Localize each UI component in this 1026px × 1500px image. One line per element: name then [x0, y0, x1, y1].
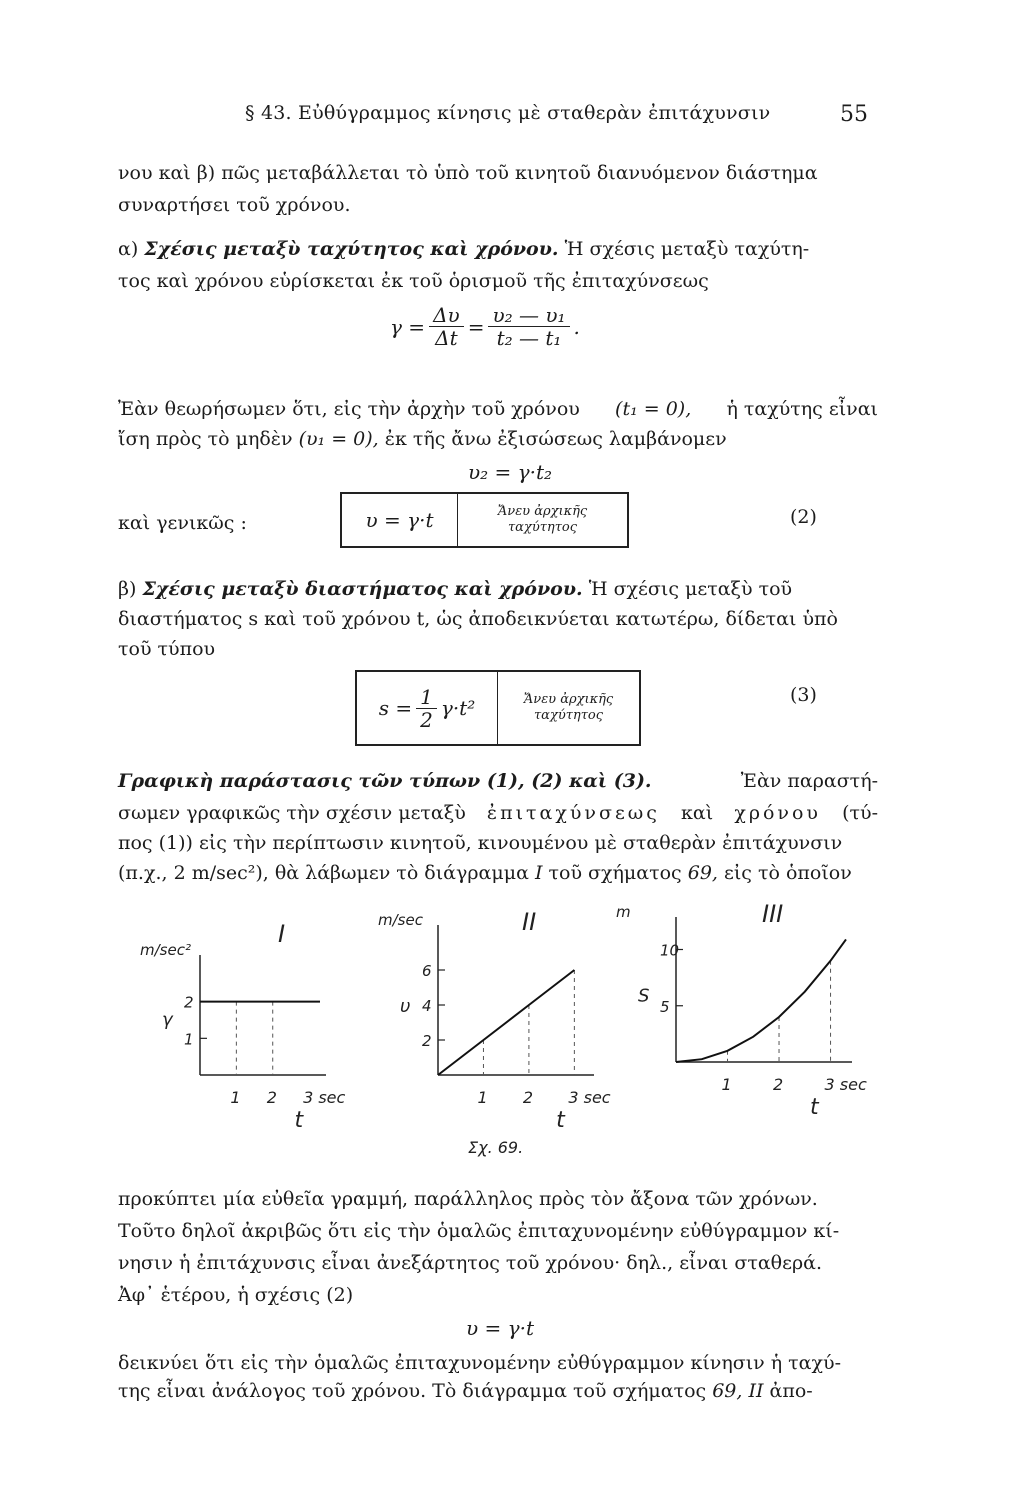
text-segment: (π.χ., 2 m/sec²), θὰ λάβωμεν τὸ διάγραμμα [118, 862, 529, 884]
formula-note [457, 494, 627, 546]
running-header: § 43. Εὐθύγραμμος κίνησις μὲ σταθερὰν ἐπιτάχυνσιν [245, 102, 771, 124]
condition-v1: (υ₁ = 0), [298, 428, 379, 450]
text-line: τος καὶ χρόνου εὑρίσκεται ἐκ τοῦ ὁρισμοῦ τῆς ἐπιταχύνσεως [118, 270, 709, 292]
equation-number-2: (2) [790, 506, 817, 528]
y-tick-label: 2 [422, 1032, 432, 1050]
text-segment: ἡ ταχύτης εἶναι [726, 398, 878, 420]
gamma-t-squared: γ·t² [440, 696, 476, 720]
x-tick-label: 1 [477, 1088, 488, 1107]
y-tick-label: 10 [660, 941, 680, 960]
text-line: συναρτήσει τοῦ χρόνου. [118, 194, 351, 216]
section-b-rest: Ἡ σχέσις μεταξὺ τοῦ [588, 578, 793, 600]
series-line [438, 970, 574, 1075]
text-line [118, 860, 878, 886]
text-line: προκύπτει μία εὐθεῖα γραμμή, παράλληλος πρὸς τὸν ἄξονα τῶν χρόνων. [118, 1188, 818, 1210]
x-variable-label: t [294, 1108, 304, 1133]
section-b-line [118, 576, 878, 602]
text-line [118, 426, 878, 452]
denominator: t₂ — t₁ [496, 326, 562, 350]
text-line [118, 396, 878, 422]
text-segment: τοῦ σχήματος [548, 862, 682, 884]
x-tick-label: 3 sec [824, 1075, 867, 1094]
x-variable-label: t [556, 1108, 565, 1133]
x-tick-label: 2 [266, 1088, 277, 1107]
numerator: υ₂ — υ₁ [488, 304, 569, 327]
text-line: νησιν ἡ ἐπιτάχυνσις εἶναι ἀνεξάρτητος τοῦ χρόνου· δηλ., εἶναι σταθερά. [118, 1252, 822, 1274]
section-a-line [118, 236, 878, 262]
y-tick-label: 4 [422, 997, 432, 1015]
note-line: Ἄνευ ἀρχικῆς [497, 504, 588, 519]
text-segment: εἰς τὸ ὁποῖον [724, 862, 852, 884]
y-tick-label: 6 [422, 962, 432, 980]
text-line: νου καὶ β) πῶς μεταβάλλεται τὸ ὑπὸ τοῦ κινητοῦ διανυόμενον διάστημα [118, 162, 818, 184]
denominator: Δt [435, 326, 458, 350]
text-line: Τοῦτο δηλοῖ ἀκριβῶς ὅτι εἰς τὴν ὁμαλῶς ἐπιταχυνομένην εὐθύγραμμον κί- [118, 1220, 840, 1242]
equation-v2: υ₂ = γ·t₂ [468, 460, 553, 484]
panel-label: II [522, 908, 537, 936]
graph-heading-line [118, 768, 878, 794]
formula-box-3 [355, 670, 641, 746]
figure-ref: 69, ΙΙ [712, 1380, 764, 1402]
y-tick-label: 2 [184, 993, 194, 1012]
panel-label: III [762, 900, 784, 928]
figure-69 [0, 890, 1026, 1160]
denominator: 2 [420, 707, 433, 732]
note-line: ταχύτητος [533, 708, 604, 723]
series-line [676, 939, 846, 1062]
y-variable-label: υ [400, 996, 411, 1017]
section-a-label: α) [118, 238, 139, 260]
spaced-word: χρόνου [734, 802, 821, 824]
spaced-word: ἐπιταχύνσεως [486, 802, 660, 824]
figure-plots [140, 900, 867, 1133]
text-line: πος (1)) εἰς τὴν περίπτωσιν κινητοῦ, κινουμένου μὲ σταθερὰν ἐπιτάχυνσιν [118, 832, 843, 854]
x-tick-label: 1 [230, 1088, 241, 1107]
text-segment: Ἐὰν θεωρήσωμεν ὅτι, εἰς τὴν ἀρχὴν τοῦ χρόνου [118, 398, 580, 420]
section-b-heading: Σχέσις μεταξὺ διαστήματος καὶ χρόνου. [142, 578, 583, 600]
note-line: Ἄνευ ἀρχικῆς [523, 692, 614, 707]
y-tick-label: 1 [184, 1030, 194, 1049]
x-tick-label: 2 [773, 1075, 784, 1094]
diagram-ref: I [534, 862, 543, 884]
s-lhs: s = [378, 696, 413, 720]
text-segment: της εἶναι ἀνάλογος τοῦ χρόνου. Τὸ διάγραμμα τοῦ σχήματος [118, 1380, 707, 1402]
text-line [118, 1378, 878, 1404]
y-tick-label: 5 [660, 997, 670, 1016]
x-tick-label: 3 sec [568, 1088, 611, 1107]
x-tick-label: 2 [522, 1088, 534, 1107]
numerator: 1 [416, 686, 437, 709]
figure-ref: 69, [687, 862, 718, 884]
numerator: Δυ [429, 304, 464, 327]
text-segment: Ἐὰν παραστή- [740, 770, 878, 792]
x-variable-label: t [809, 1095, 819, 1120]
text-segment: ἐκ τῆς ἄνω ἐξισώσεως λαμβάνομεν [384, 428, 727, 450]
section-a-rest: Ἡ σχέσις μεταξὺ ταχύτη- [564, 238, 810, 260]
fraction-half [416, 686, 437, 731]
general-label: καὶ γενικῶς : [118, 512, 247, 534]
y-unit-label: m/sec² [140, 941, 191, 959]
x-tick-label: 3 sec [303, 1088, 346, 1107]
section-b-label: β) [118, 578, 137, 600]
figure-caption: Σχ. 69. [468, 1138, 524, 1157]
panel-label: I [278, 920, 286, 948]
y-variable-label: γ [162, 1009, 173, 1031]
note-line: ταχύτητος [507, 520, 578, 535]
y-unit-label: m [616, 903, 631, 921]
text-line: τοῦ τύπου [118, 638, 216, 660]
formula-v-gt: υ = γ·t [365, 508, 434, 532]
text-line: διαστήματος s καὶ τοῦ χρόνου t, ὡς ἀποδεικνύεται κατωτέρω, δίδεται ὑπὸ [118, 608, 838, 630]
text-segment: καὶ [681, 802, 714, 824]
fraction-dv-dt [429, 304, 464, 349]
section-a-heading: Σχέσις μεταξὺ ταχύτητος καὶ χρόνου. [144, 238, 559, 260]
graph-heading: Γραφικὴ παράστασις τῶν τύπων (1), (2) καὶ (3). [118, 770, 652, 792]
text-segment: ἴση πρὸς τὸ μηδὲν [118, 428, 293, 450]
text-line: δεικνύει ὅτι εἰς τὴν ὁμαλῶς ἐπιταχυνομένην εὐθύγραμμον κίνησιν ἡ ταχύ- [118, 1352, 841, 1374]
fraction-diff [488, 304, 569, 349]
page-number: 55 [840, 102, 868, 127]
equation-v-gt: υ = γ·t [466, 1316, 534, 1340]
equals-sign: = [467, 314, 485, 339]
text-line [118, 800, 878, 826]
formula-note [497, 672, 639, 744]
text-segment: σωμεν γραφικῶς τὴν σχέσιν μεταξὺ [118, 802, 466, 824]
equation-period: . [573, 314, 580, 339]
acceleration-equation [390, 304, 580, 349]
text-segment: ἀπο- [769, 1380, 813, 1402]
condition-t1: (t₁ = 0), [615, 398, 692, 420]
gamma-lhs: γ = [390, 314, 426, 339]
formula-s [357, 672, 497, 744]
equation-number-3: (3) [790, 684, 817, 706]
x-tick-label: 1 [721, 1075, 732, 1094]
text-line: Ἀφ᾽ ἑτέρου, ἡ σχέσις (2) [118, 1284, 354, 1306]
text-segment: (τύ- [842, 802, 878, 824]
y-variable-label: S [638, 985, 650, 1007]
formula-box-2 [340, 492, 629, 548]
y-unit-label: m/sec [378, 911, 423, 929]
